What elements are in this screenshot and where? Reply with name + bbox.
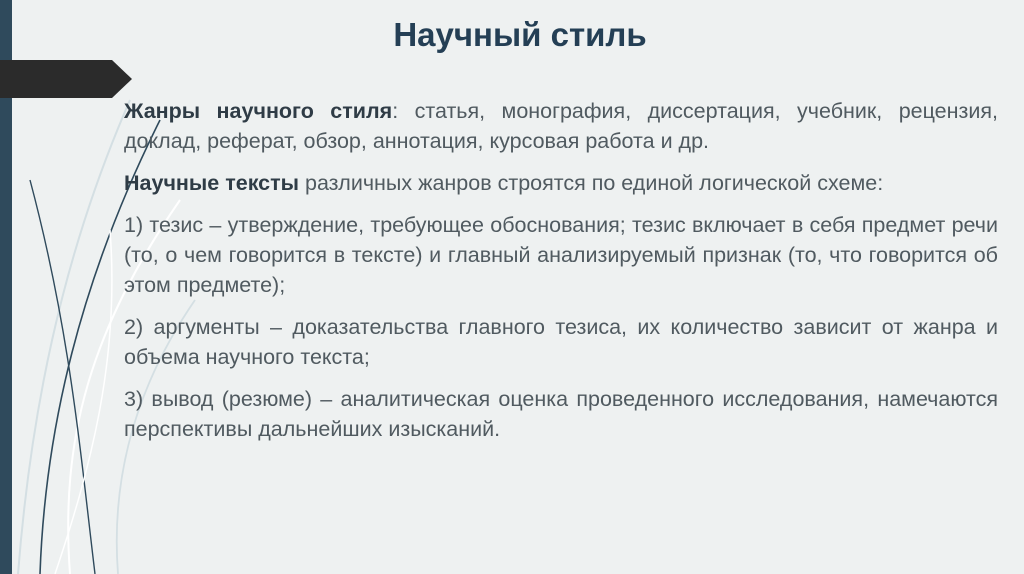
paragraph-texts [124, 168, 998, 198]
slide-content [124, 96, 998, 456]
arrow-banner-icon [0, 60, 134, 98]
paragraph-thesis [124, 210, 998, 300]
paragraph-text: 2) аргументы – доказательства главного тезиса, их количество зависит от жанра и объема научного текста; [124, 315, 998, 369]
slide-title: Научный стиль [393, 16, 647, 53]
paragraph-text: 1) тезис – утверждение, требующее обоснования; тезис включает в себя предмет речи (то, о чем говорится в тексте) и главный анализируемый признак (то, что говорится об этом предмете); [124, 213, 998, 297]
paragraph-bold-lead: Научные тексты [124, 171, 300, 195]
paragraph-text: различных жанров строятся по единой логической схеме: [299, 171, 884, 195]
paragraph-text: 3) вывод (резюме) – аналитическая оценка проведенного исследования, намечаются перспективы дальнейших изысканий. [124, 387, 998, 441]
paragraph-conclusion [124, 384, 998, 444]
paragraph-arguments [124, 312, 998, 372]
paragraph-genres [124, 96, 998, 156]
paragraph-bold-lead: Жанры научного стиля [124, 99, 393, 123]
paragraph-text: : статья, монография, диссертация, учебник, рецензия, доклад, реферат, обзор, аннотация, курсовая работа и др. [124, 99, 998, 153]
